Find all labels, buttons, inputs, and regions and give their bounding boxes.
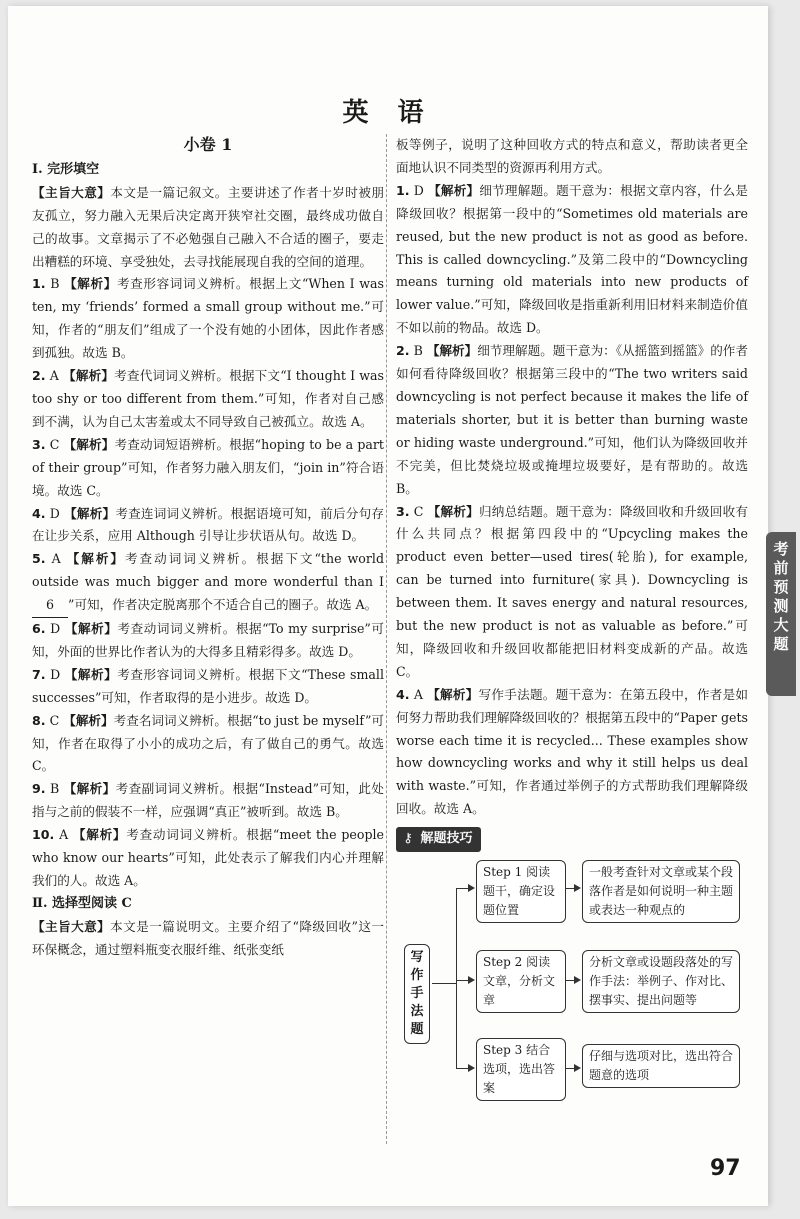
item-text: 考查动词词义辨析。根据“To my surprise”可知，外面的世界比作者认为的大得多且精彩得多。故选 D。: [32, 621, 384, 659]
item-number: 1.: [32, 276, 46, 292]
arrow-icon: [574, 1064, 581, 1072]
item-answer: A: [413, 686, 423, 702]
answer-item: [396, 501, 748, 684]
item-number: 8.: [32, 712, 46, 728]
item-tag: 【解析】: [428, 182, 480, 198]
summary-text: 本文是一篇说明文。主要介绍了“降级回收”这一环保概念，通过塑料瓶变衣服纤维、纸张变纸: [32, 918, 384, 957]
item-answer: C: [49, 712, 60, 728]
item-tag: 【解析】: [64, 666, 118, 682]
item-tag: 【解析】: [66, 551, 125, 567]
item-number: 6.: [32, 621, 46, 637]
diagram-root: 写 作 手 法 题: [404, 944, 430, 1044]
item-tag: 【解析】: [63, 436, 115, 452]
item-number: 4.: [32, 505, 46, 521]
result-box: 一般考查针对文章或某个段落作者是如何说明一种主题或表达一种观点的: [582, 860, 740, 923]
item-tag: 【解析】: [63, 368, 115, 384]
connector: [432, 983, 456, 984]
column-divider: [386, 134, 387, 1144]
step-box: Step 2 阅读文章，分析文章: [476, 950, 566, 1013]
key-icon: ⚷: [403, 831, 413, 847]
summary-paragraph: [32, 182, 384, 274]
item-number: 7.: [32, 666, 46, 682]
connector: [456, 888, 457, 1068]
answer-item: [32, 548, 384, 618]
answer-item: [32, 273, 384, 365]
item-text: ”可知，作者决定脱离那个不适合自己的圈子。故选 A。: [68, 597, 378, 613]
item-answer: B: [50, 276, 60, 292]
summary-continuation: 板等例子，说明了这种回收方式的特点和意义，帮助读者更全面地认识不同类型的资源再利用方式。: [396, 137, 748, 175]
answer-item: [32, 664, 384, 710]
item-answer: D: [49, 505, 60, 521]
section-reading: Ⅱ. 选择型阅读 C: [32, 895, 132, 911]
item-tag: 【解析】: [64, 276, 117, 292]
item-text: 考查动词词义辨析。根据下文“the world outside was much bigger and more wonderful than I: [32, 551, 385, 590]
arrow-icon: [468, 884, 475, 892]
answer-item: [396, 684, 748, 821]
item-text: 考查副词词义辨析。根据“Instead”可知，此处指与之前的假装不一样，应强调“真正”被听到。故选 B。: [32, 781, 384, 820]
arrow-icon: [468, 976, 475, 984]
item-answer: A: [49, 368, 59, 384]
item-number: 3.: [396, 503, 410, 519]
paper-subtitle: 小卷 1: [183, 135, 233, 154]
summary-text: 本文是一篇记叙文。主要讲述了作者十岁时被朋友孤立，努力融入无果后决定离开狭窄社交圈，最终成功做自己的故事。文章揭示了不必勉强自己融入不合适的圈子，要走出糟糕的环境、享受独处，去寻找能展现自我的空间的道理。: [32, 184, 385, 269]
answer-item: [32, 503, 384, 549]
item-answer: C: [413, 503, 424, 519]
item-answer: B: [49, 781, 60, 797]
item-text: 写作手法题。题干意为：在第五段中，作者是如何努力帮助我们理解降级回收的？根据第五段中的“Paper gets worse each time it is recycled... These examples show how downcycling works and why it still helps us deal with waste.”可知，作者通过举例子的方式帮助我们理解降级回收。故选 A。: [396, 686, 749, 817]
item-text: 考查动词词义辨析。根据“meet the people who know our hearts”可知，此处表示了解我们内心并理解我们的人。故选 A。: [32, 827, 384, 888]
item-answer: D: [50, 621, 61, 637]
item-answer: A: [59, 827, 69, 843]
answer-item: [32, 824, 384, 893]
item-number: 5.: [32, 551, 46, 567]
item-number: 9.: [32, 781, 46, 797]
answer-item: [32, 434, 384, 503]
item-number: 3.: [32, 436, 46, 452]
item-tag: 【解析】: [63, 781, 116, 797]
item-text: 归纳总结题。题干意为：降级回收和升级回收有什么共同点？根据第四段中的“Upcycling makes the product even better—used tires(轮胎), for example, can be turned into furniture(家具). Downcycling is between them. It saves energy and natural resources, but the new product is not as valuable as before.”可知，降级回收和升级回收都能把旧材料变成新的产品。故选 C。: [396, 503, 748, 679]
right-column: [396, 134, 748, 1098]
item-answer: D: [413, 182, 424, 198]
side-tab: [766, 532, 796, 696]
item-number: 1.: [396, 182, 410, 198]
item-answer: B: [413, 343, 423, 359]
tips-heading: [396, 827, 481, 852]
step-box: Step 1 阅读题干，确定设题位置: [476, 860, 566, 923]
item-text: 细节理解题。题干意为：根据文章内容，什么是降级回收？根据第一段中的“Sometimes old materials are reused, but the new product is not as good as before. This is called downcycling.”及第二段中的“Downcycling means turning old materials into new products of lower value.”可知，降级回收是指重新利用旧材料来制造价值不如以前的物品。故选 D。: [396, 182, 748, 336]
item-text: 细节理解题。题干意为：《从摇篮到摇篮》的作者如何看待降级回收？根据第三段中的“The two writers said downcycling is not perfect because it makes the life of materials shorter, but it is better than burning waste or hiding waste underground.”可知，他们认为降级回收并不完美，但比焚烧垃圾或掩埋垃圾要好，是有帮助的。故选 B。: [396, 343, 748, 496]
item-number: 4.: [396, 686, 410, 702]
item-number: 2.: [396, 343, 410, 359]
page-title: 英 语: [342, 98, 434, 128]
item-text: 考查连词词义辨析。根据语境可知，前后分句存在让步关系，应用 Although 引导让步状语从句。故选 D。: [32, 505, 384, 544]
side-tab-label: 考 前 预 测 大 题: [773, 540, 789, 653]
left-column: [32, 134, 384, 962]
page-number: 97: [710, 1156, 741, 1181]
answer-item: [32, 365, 384, 434]
item-text: 考查形容词词义辨析。根据上文“When I was ten, my ‘friends’ formed a small group without me.”可知，作者的“朋友们”组成了一个没有她的小团体，因此作者感到孤独。故选 B。: [32, 276, 384, 361]
item-text: 考查形容词词义辨析。根据下文“These small successes”可知，作者取得的是小进步。故选 D。: [32, 666, 384, 705]
summary-tag: 【主旨大意】: [32, 184, 111, 200]
answer-item: [32, 710, 384, 779]
tips-heading-label: 解题技巧: [420, 831, 473, 847]
answer-item: [396, 180, 748, 340]
item-text: 考查名词词义辨析。根据“to just be myself”可知，作者在取得了小小的成功之后，有了做自己的勇气。故选 C。: [32, 712, 384, 774]
page: [8, 6, 768, 1206]
item-text: 考查代词词义辨析。根据下文“I thought I was too shy or too different from them.”可知，作者对自己感到不满，认为自己太害羞或太不同导致自己被孤立。故选 A。: [32, 368, 384, 429]
item-tag: 【解析】: [427, 503, 479, 519]
item-tag: 【解析】: [427, 686, 479, 702]
item-tag: 【解析】: [63, 712, 114, 728]
summary-paragraph-2: [32, 916, 384, 962]
item-number: 10.: [32, 827, 55, 843]
step-box: Step 3 结合选项，选出答案: [476, 1038, 566, 1101]
item-text: 考查动词短语辨析。根据“hoping to be a part of their group”可知，作者努力融入朋友们，“join in”符合语境。故选 C。: [32, 436, 384, 498]
item-number: 2.: [32, 368, 46, 384]
item-answer: C: [49, 436, 60, 452]
arrow-icon: [574, 976, 581, 984]
item-tag: 【解析】: [426, 343, 478, 359]
blank-number: 6: [32, 594, 68, 618]
summary-tag: 【主旨大意】: [32, 918, 111, 934]
arrow-icon: [574, 884, 581, 892]
answer-item: [396, 340, 748, 500]
item-answer: A: [51, 551, 61, 567]
answer-item: [32, 778, 384, 824]
arrow-icon: [468, 1064, 475, 1072]
item-tag: 【解析】: [64, 505, 116, 521]
section-cloze: Ⅰ. 完形填空: [32, 161, 100, 177]
item-tag: 【解析】: [64, 621, 118, 637]
result-box: 仔细与选项对比，选出符合题意的选项: [582, 1044, 740, 1088]
answer-item: [32, 618, 384, 664]
item-answer: D: [50, 666, 61, 682]
item-tag: 【解析】: [72, 827, 127, 843]
tips-diagram: [396, 858, 748, 1098]
result-box: 分析文章或设题段落处的写作手法：举例子、作对比、摆事实、提出问题等: [582, 950, 740, 1013]
